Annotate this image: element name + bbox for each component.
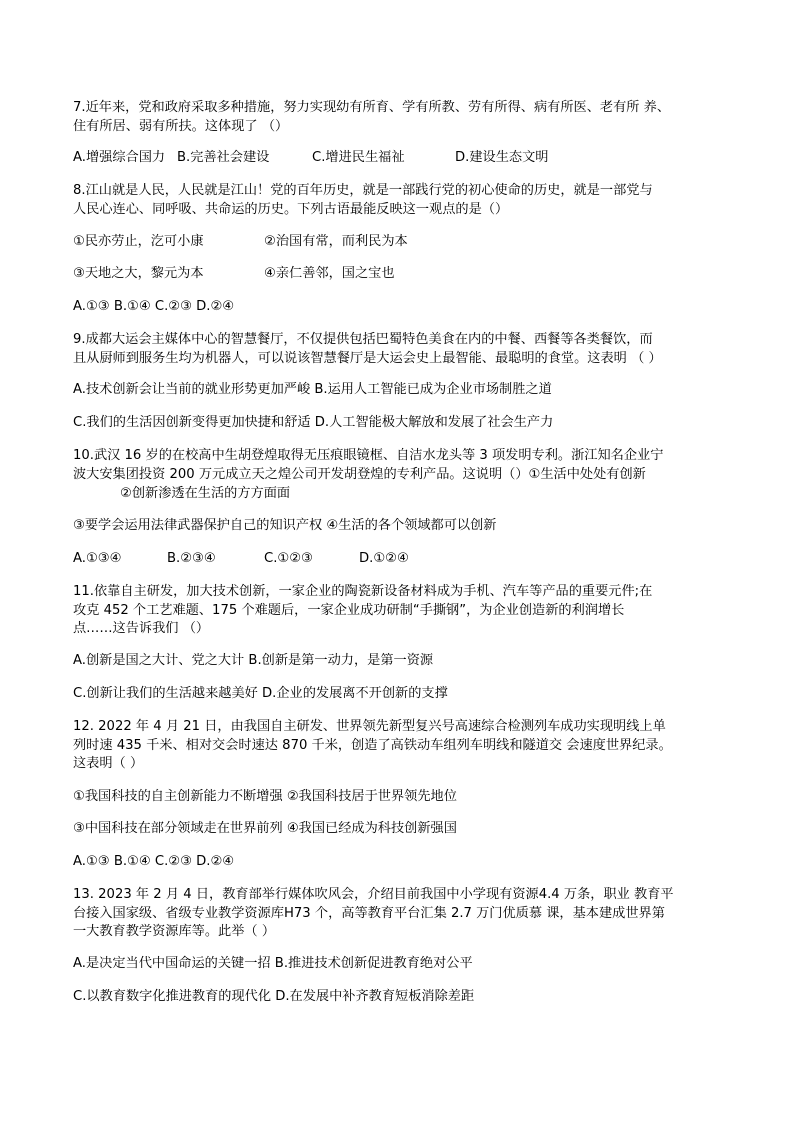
q10-stem-line-3: ②创新渗透在生活的方方面面 bbox=[120, 486, 291, 501]
q8-item-3: ③天地之大，黎元为本 bbox=[73, 266, 204, 281]
q8-stem-line-1: 8.江山就是人民，人民就是江山！党的百年历史，就是一部践行党的初心使命的历史，就是一部党与 bbox=[73, 183, 653, 198]
q8-item-2: ②治国有常，而利民为本 bbox=[264, 234, 408, 249]
q13-options-row-1: A.是决定当代中国命运的关键一招 B.推进技术创新促进教育绝对公平 bbox=[73, 956, 473, 971]
q11-options-row-1: A.创新是国之大计、党之大计 B.创新是第一动力，是第一资源 bbox=[73, 653, 434, 668]
q8-answer-options: A.①③ B.①④ C.②③ D.②④ bbox=[73, 299, 235, 314]
q12-answer-options: A.①③ B.①④ C.②③ D.②④ bbox=[73, 854, 235, 869]
q8-item-4: ④亲仁善邻，国之宝也 bbox=[264, 266, 395, 281]
q7-stem-line-1: 7.近年来，党和政府采取多种措施，努力实现幼有所育、学有所教、劳有所得、病有所医、老有所 养、 bbox=[73, 100, 671, 115]
q9-stem-line-2: 且从厨师到服务生均为机器人，可以说该智慧餐厅是大运会史上最智能、最聪明的食堂。这表明 （ ） bbox=[73, 351, 662, 366]
q7-option-c: C.增进民生福祉 bbox=[312, 150, 405, 165]
q10-option-d: D.①②④ bbox=[359, 551, 409, 566]
q9-options-row-2: C.我们的生活因创新变得更加快捷和舒适 D.人工智能极大解放和发展了社会生产力 bbox=[73, 415, 554, 430]
q10-option-c: C.①②③ bbox=[264, 551, 313, 566]
q13-stem-line-3: 一大教育教学资源库等。此举（ ） bbox=[73, 924, 276, 939]
q8-item-1: ①民亦劳止，汔可小康 bbox=[73, 234, 204, 249]
q12-items-row-2: ③中国科技在部分领域走在世界前列 ④我国已经成为科技创新强国 bbox=[73, 821, 457, 836]
q11-stem-line-1: 11.依靠自主研发，加大技术创新，一家企业的陶瓷新设备材料成为手机、汽车等产品的重要元件;在 bbox=[73, 584, 653, 599]
q13-options-row-2: C.以教育数字化推进教育的现代化 D.在发展中补齐教育短板消除差距 bbox=[73, 989, 475, 1004]
q11-stem-line-3: 点……这告诉我们 （） bbox=[73, 621, 210, 636]
q10-stem-line-2: 波大安集团投资 200 万元成立天之煌公司开发胡登煌的专利产品。这说明（）①生活中处处有创新 bbox=[73, 467, 646, 482]
q7-option-d: D.建设生态文明 bbox=[455, 150, 549, 165]
q7-option-b: B.完善社会建设 bbox=[177, 150, 270, 165]
q9-stem-line-1: 9.成都大运会主媒体中心的智慧餐厅，不仅提供包括巴蜀特色美食在内的中餐、西餐等各类餐饮，而 bbox=[73, 332, 653, 347]
q7-option-a: A.增强综合国力 bbox=[73, 150, 166, 165]
q12-stem-line-3: 这表明（ ） bbox=[73, 756, 144, 771]
q8-stem-line-2: 人民心连心、同呼吸、共命运的历史。下列古语最能反映这一观点的是（） bbox=[73, 202, 509, 217]
q9-options-row-1: A.技术创新会让当前的就业形势更加严峻 B.运用人工智能已成为企业市场制胜之道 bbox=[73, 382, 552, 397]
q12-items-row-1: ①我国科技的自主创新能力不断增强 ②我国科技居于世界领先地位 bbox=[73, 789, 457, 804]
q12-stem-line-2: 列时速 435 千米、相对交会时速达 870 千米，创造了高铁动车组列车明线和隧道交 会速度世界纪录。 bbox=[73, 738, 672, 753]
q10-stem-line-4: ③要学会运用法律武器保护自己的知识产权 ④生活的各个领域都可以创新 bbox=[73, 518, 497, 533]
q10-option-b: B.②③④ bbox=[167, 551, 216, 566]
q10-stem-line-1: 10.武汉 16 岁的在校高中生胡登煌取得无压痕眼镜框、自洁水龙头等 3 项发明专利。浙江知名企业宁 bbox=[73, 448, 664, 463]
q7-stem-line-2: 住有所居、弱有所扶。这体现了 （） bbox=[73, 119, 289, 134]
q11-stem-line-2: 攻克 452 个工艺难题、175 个难题后，一家企业成功研制“手撕钢”，为企业创造新的利润增长 bbox=[73, 603, 625, 618]
q13-stem-line-1: 13. 2023 年 2 月 4 日，教育部举行媒体吹风会，介绍目前我国中小学现有资源4.4 万条，职业 教育平 bbox=[73, 887, 674, 902]
q10-option-a: A.①③④ bbox=[73, 551, 122, 566]
q13-stem-line-2: 台接入国家级、省级专业教学资源库H73 个，高等教育平台汇集 2.7 万门优质慕 课，基本建成世界第 bbox=[73, 906, 665, 921]
q12-stem-line-1: 12. 2022 年 4 月 21 日，由我国自主研发、世界领先新型复兴号高速综合检测列车成功实现明线上单 bbox=[73, 719, 666, 734]
q11-options-row-2: C.创新让我们的生活越来越美好 D.企业的发展离不开创新的支撑 bbox=[73, 686, 448, 701]
